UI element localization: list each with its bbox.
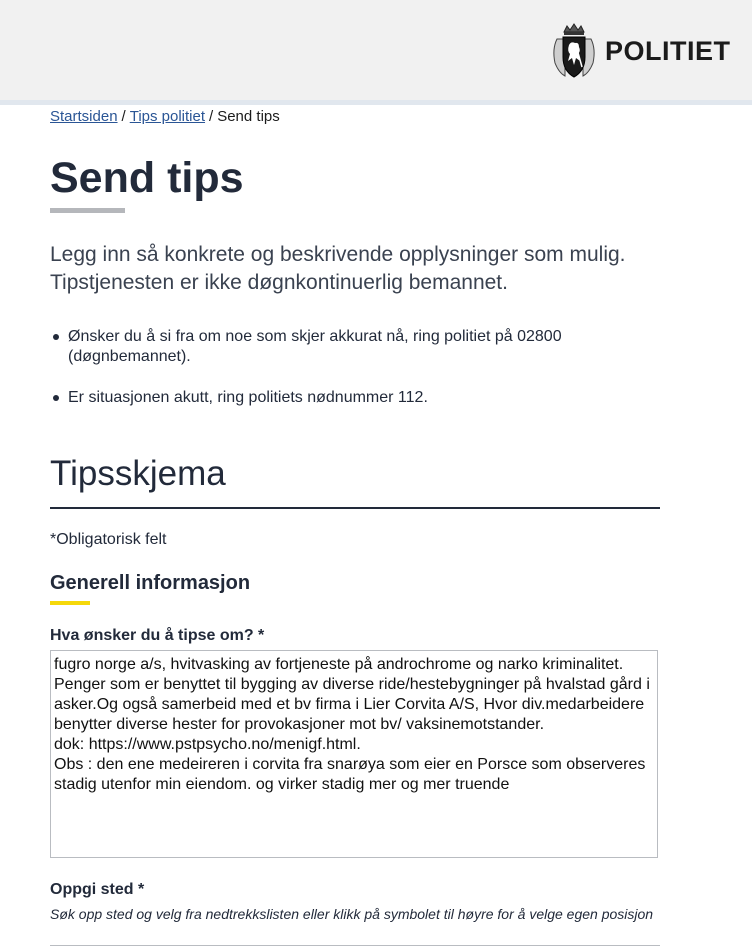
title-underline [50,208,125,213]
breadcrumb-link-startsiden[interactable]: Startsiden [50,108,118,125]
section-title-underline [50,601,90,605]
bullet-icon [53,395,59,401]
place-input[interactable] [50,945,660,946]
lead-text: Legg inn så konkrete og beskrivende opplysninger som mulig. Tipstjenesten er ikke døgnkontinuerlig bemannet. [50,243,626,294]
coat-of-arms-icon [551,23,597,79]
breadcrumb [50,108,280,125]
site-header [0,0,752,100]
place-help-text: Søk opp sted og velg fra nedtrekkslisten eller klikk på symbolet til høyre for å velge egen posisjon [50,906,654,922]
tip-label: Hva ønsker du å tipse om? * [50,627,265,644]
section-title-general: Generell informasjon [50,572,251,594]
logo-text: POLITIET [605,35,731,66]
breadcrumb-separator: / [121,108,126,125]
page-title: Send tips [50,154,244,202]
info-list-item [50,388,610,408]
breadcrumb-separator: / [209,108,214,125]
form-title-rule [50,507,660,509]
info-list [50,327,610,429]
politiet-logo[interactable] [551,23,731,79]
required-note: *Obligatorisk felt [50,531,167,548]
breadcrumb-current: Send tips [217,108,280,125]
form-title: Tipsskjema [50,454,226,493]
place-label: Oppgi sted * [50,881,145,898]
info-list-item [50,327,610,367]
tip-textarea[interactable]: fugro norge a/s, hvitvasking av fortjeneste på androchrome og narko kriminalitet. Penger som er benyttet til bygging av diverse ride/hestebygninger på hvalstad gård i asker.Og også samerbeid med et bv firma i Lier Corvita A/S, Hvor div.medarbeidere benytter diverse hester for provokasjoner mot bv/ vaksinemotstander. dok: https://www.pstpsycho.no/menigf.html. Obs : den ene medeireren i corvita fra snarøya som eier en Porsce som observeres stadig utenfor min eiendom. og virker stadig mer og mer truende [50,650,658,858]
header-divider [0,100,752,105]
bullet-icon [53,334,59,340]
info-text-non-emergency: Ønsker du å si fra om noe som skjer akkurat nå, ring politiet på 02800 (døgnbemannet). [68,328,562,365]
breadcrumb-link-tips-politiet[interactable]: Tips politiet [129,108,206,125]
info-text-emergency: Er situasjonen akutt, ring politiets nødnummer 112. [68,389,428,406]
